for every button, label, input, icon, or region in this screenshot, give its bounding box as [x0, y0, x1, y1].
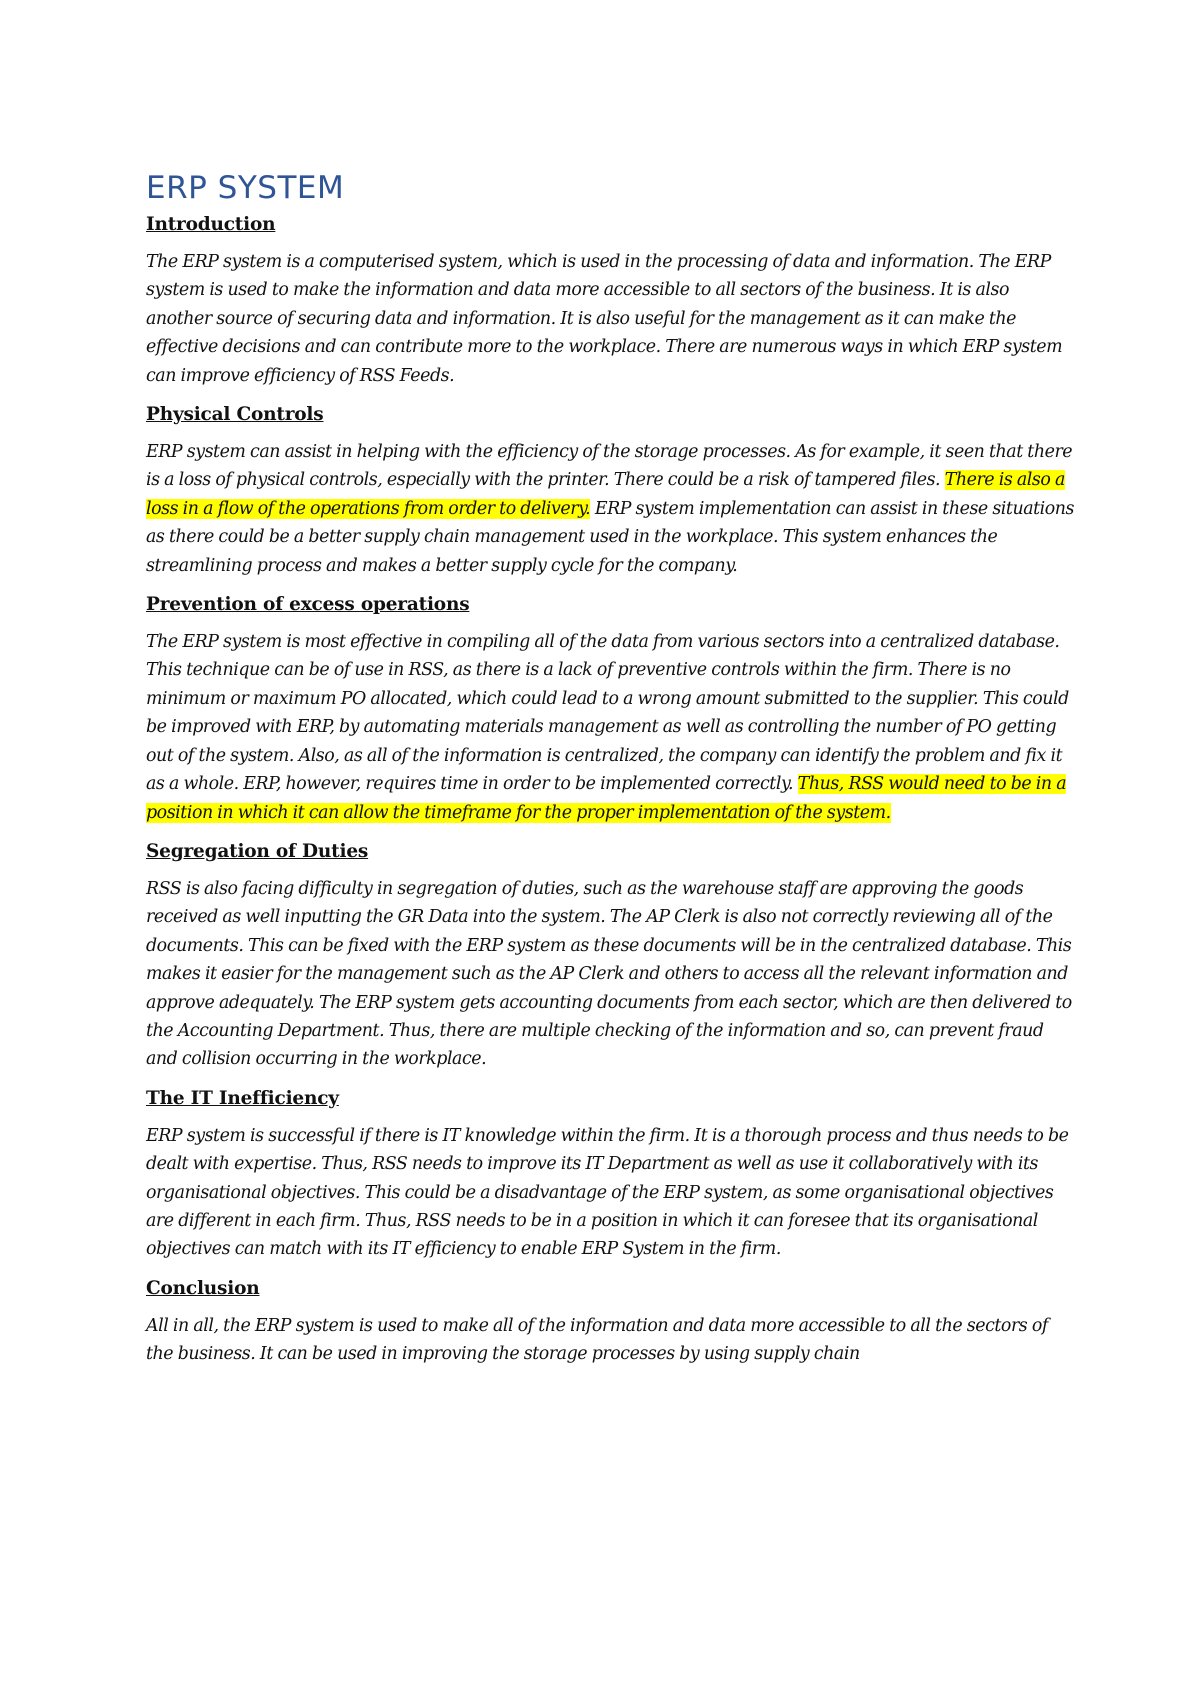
section-heading: Conclusion: [146, 1277, 260, 1299]
section-paragraph: [146, 248, 1076, 390]
section-heading: Physical Controls: [146, 404, 324, 426]
document-body: [146, 166, 1076, 1381]
section-heading: Prevention of excess operations: [146, 594, 470, 616]
section-paragraph: [146, 628, 1076, 827]
section-paragraph: [146, 875, 1076, 1074]
paragraph-text: RSS is also facing difficulty in segregation of duties, such as the warehouse staff are approving the goods received as well inputting the GR Data into the system. The AP Clerk is also not correctly reviewing all of the documents. This can be fixed with the ERP system as these documents will be in the centralized database. This makes it easier for the management such as the AP Clerk and others to access all the relevant information and approve adequately. The ERP system gets accounting documents from each sector, which are then delivered to the Accounting Department. Thus, there are multiple checking of the information and so, can prevent fraud and collision occurring in the workplace.: [146, 878, 1072, 1070]
section-paragraph: [146, 1122, 1076, 1264]
section-paragraph: [146, 438, 1076, 580]
section-heading: Introduction: [146, 214, 276, 235]
paragraph-text: All in all, the ERP system is used to make all of the information and data more accessible to all the sectors of the business. It can be used in improving the storage processes by using supply chain: [146, 1315, 1048, 1365]
document-sections: [146, 212, 1076, 1369]
highlighted-text: Thus, RSS would need to be in a position in which it can allow the timeframe for the proper implementation of the system.: [146, 774, 1067, 823]
section-heading: The IT Inefficiency: [146, 1087, 339, 1109]
section-heading: Segregation of Duties: [146, 840, 369, 862]
document-title: ERP SYSTEM: [146, 170, 345, 206]
paragraph-text: ERP system can assist in helping with the efficiency of the storage processes. As for example, it seen that there is a loss of physical controls, especially with the printer. There could be a risk of tampered files.: [146, 442, 1073, 491]
paragraph-text: ERP system implementation can assist in these situations as there could be a better supply chain management used in the workplace. This system enhances the streamlining process and makes a better supply cycle for the company.: [146, 498, 1075, 576]
paragraph-text: The ERP system is most effective in compiling all of the data from various sectors into a centralized database. This technique can be of use in RSS, as there is a lack of preventive controls within the firm. There is no minimum or maximum PO allocated, which could lead to a wrong amount submitted to the supplier. This could be improved with ERP, by automating materials management as well as controlling the number of PO getting out of the system. Also, as all of the information is centralized, the company can identify the problem and fix it as a whole. ERP, however, requires time in order to be implemented correctly.: [146, 632, 1069, 795]
paragraph-text: The ERP system is a computerised system, which is used in the processing of data and information. The ERP system is used to make the information and data more accessible to all sectors of the business. It is also another source of securing data and information. It is also useful for the management as it can make the effective decisions and can contribute more to the workplace. There are numerous ways in which ERP system can improve efficiency of RSS Feeds.: [146, 252, 1063, 386]
paragraph-text: ERP system is successful if there is IT knowledge within the firm. It is a thorough process and thus needs to be dealt with expertise. Thus, RSS needs to improve its IT Department as well as use it collaboratively with its organisational objectives. This could be a disadvantage of the ERP system, as some organisational objectives are different in each firm. Thus, RSS needs to be in a position in which it can foresee that its organisational objectives can match with its IT efficiency to enable ERP System in the firm.: [146, 1125, 1069, 1260]
section-paragraph: [146, 1312, 1076, 1369]
highlighted-text: There is also a loss in a flow of the operations from order to delivery.: [146, 470, 1065, 519]
